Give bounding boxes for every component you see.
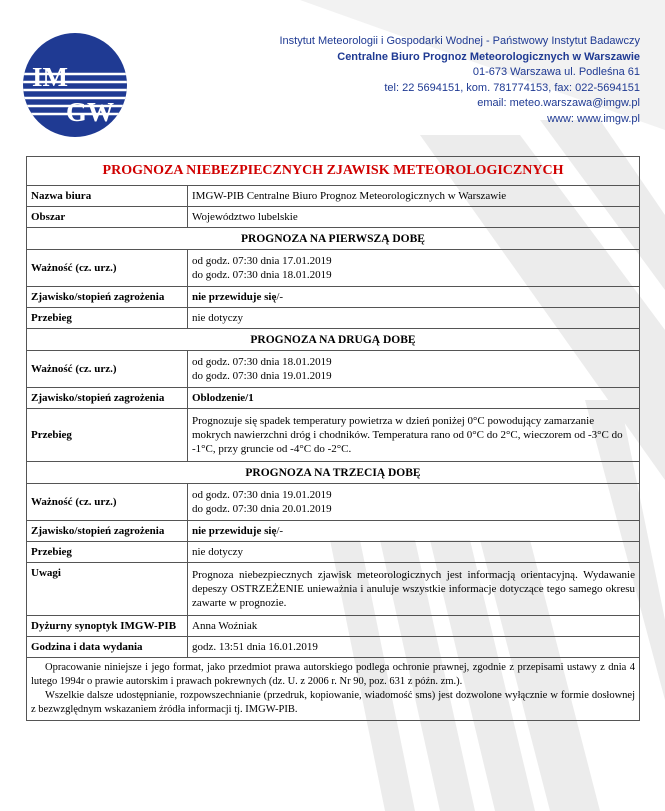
day2-validity-label: Ważność (cz. urz.) [27, 351, 188, 388]
table-row [27, 250, 640, 287]
table-row [27, 616, 640, 637]
table-row [27, 484, 640, 521]
day3-heading: PROGNOZA NA TRZECIĄ DOBĘ [27, 462, 640, 484]
day3-course-label: Przebieg [27, 542, 188, 563]
day1-course-label: Przebieg [27, 308, 188, 329]
copyright-notice [27, 658, 640, 721]
day3-validity-label: Ważność (cz. urz.) [27, 484, 188, 521]
website[interactable]: www: www.imgw.pl [547, 112, 640, 125]
logo-text-bottom: GW [66, 97, 115, 127]
phone: tel: 22 5694151, kom. 781774153, fax: 022-5694151 [384, 81, 640, 94]
issue-time-value: godz. 13:51 dnia 16.01.2019 [188, 637, 640, 658]
day2-phenomenon-value: Oblodzenie/1 [188, 388, 640, 409]
day3-validity-value: od godz. 07:30 dnia 19.01.2019 do godz. 07:30 dnia 20.01.2019 [188, 484, 640, 521]
day2-phenomenon-label: Zjawisko/stopień zagrożenia [27, 388, 188, 409]
area-label: Obszar [27, 207, 188, 228]
table-row [27, 521, 640, 542]
issue-time-label: Godzina i data wydania [27, 637, 188, 658]
day2-validity-value: od godz. 07:30 dnia 18.01.2019 do godz. 07:30 dnia 19.01.2019 [188, 351, 640, 388]
day1-heading: PROGNOZA NA PIERWSZĄ DOBĘ [27, 228, 640, 250]
institute-name: Instytut Meteorologii i Gospodarki Wodnej - Państwowy Instytut Badawczy [279, 35, 640, 47]
table-row [27, 637, 640, 658]
day3-course-value: nie dotyczy [188, 542, 640, 563]
table-row [27, 287, 640, 308]
document-title: PROGNOZA NIEBEZPIECZNYCH ZJAWISK METEOROLOGICZNYCH [27, 157, 640, 186]
imgw-logo-icon [22, 32, 128, 138]
duty-forecaster-value: Anna Woźniak [188, 616, 640, 637]
day2-course-label: Przebieg [27, 409, 188, 462]
area-value: Województwo lubelskie [188, 207, 640, 228]
office-label: Nazwa biura [27, 186, 188, 207]
day1-validity-value: od godz. 07:30 dnia 17.01.2019 do godz. 07:30 dnia 18.01.2019 [188, 250, 640, 287]
table-row [27, 388, 640, 409]
distribution-paragraph: Wszelkie dalsze udostępnianie, rozpowszechnianie (przedruk, kopiowanie, wiadomość sms) jest dozwolone wyłącznie w formie dosłownej z bezwzględnym wskazaniem źródła informacji tj. IMGW-PIB. [31, 690, 635, 715]
table-row [27, 563, 640, 616]
email[interactable]: email: meteo.warszawa@imgw.pl [477, 97, 640, 110]
day1-validity-label: Ważność (cz. urz.) [27, 250, 188, 287]
address: 01-673 Warszawa ul. Podleśna 61 [472, 66, 640, 79]
table-row [27, 351, 640, 388]
table-row [27, 207, 640, 228]
day3-phenomenon-label: Zjawisko/stopień zagrożenia [27, 521, 188, 542]
forecast-table [26, 156, 640, 721]
table-row [27, 308, 640, 329]
day1-phenomenon-label: Zjawisko/stopień zagrożenia [27, 287, 188, 308]
logo-text-top: IM [32, 62, 68, 92]
day1-phenomenon-value: nie przewiduje się/- [188, 287, 640, 308]
table-row [27, 186, 640, 207]
letterhead [0, 0, 665, 150]
contact-block [279, 34, 640, 128]
day1-course-value: nie dotyczy [188, 308, 640, 329]
table-row [27, 409, 640, 462]
copyright-paragraph: Opracowanie niniejsze i jego format, jako przedmiot prawa autorskiego podlega ochronie prawnej, zgodnie z przepisami ustawy z dnia 4 lutego 1994r o prawie autorskim i prawach pokrewnych (dz. U. z 2006 r. Nr 90, poz. 631 z późn. zm.). [31, 662, 635, 687]
table-row [27, 542, 640, 563]
remarks-label: Uwagi [27, 563, 188, 616]
remarks-value: Prognoza niebezpiecznych zjawisk meteorologicznych jest informacją orientacyjną. Wydawanie depeszy OSTRZEŻENIE unieważnia i anuluje wszystkie informacje dotyczące tego samego okresu zawarte w prognozie. [188, 563, 640, 616]
office-value: IMGW-PIB Centralne Biuro Prognoz Meteorologicznych w Warszawie [188, 186, 640, 207]
day3-phenomenon-value: nie przewiduje się/- [188, 521, 640, 542]
duty-forecaster-label: Dyżurny synoptyk IMGW-PIB [27, 616, 188, 637]
day2-course-value: Prognozuje się spadek temperatury powietrza w dzień poniżej 0°C powodujący zamarzanie mokrych nawierzchni dróg i chodników. Temperatura rano od 0°C do 2°C, wieczorem od -3°C do -1°C, przy gruncie od -4°C do -2°C. [188, 409, 640, 462]
office-name: Centralne Biuro Prognoz Meteorologicznych w Warszawie [337, 50, 640, 63]
day2-heading: PROGNOZA NA DRUGĄ DOBĘ [27, 329, 640, 351]
